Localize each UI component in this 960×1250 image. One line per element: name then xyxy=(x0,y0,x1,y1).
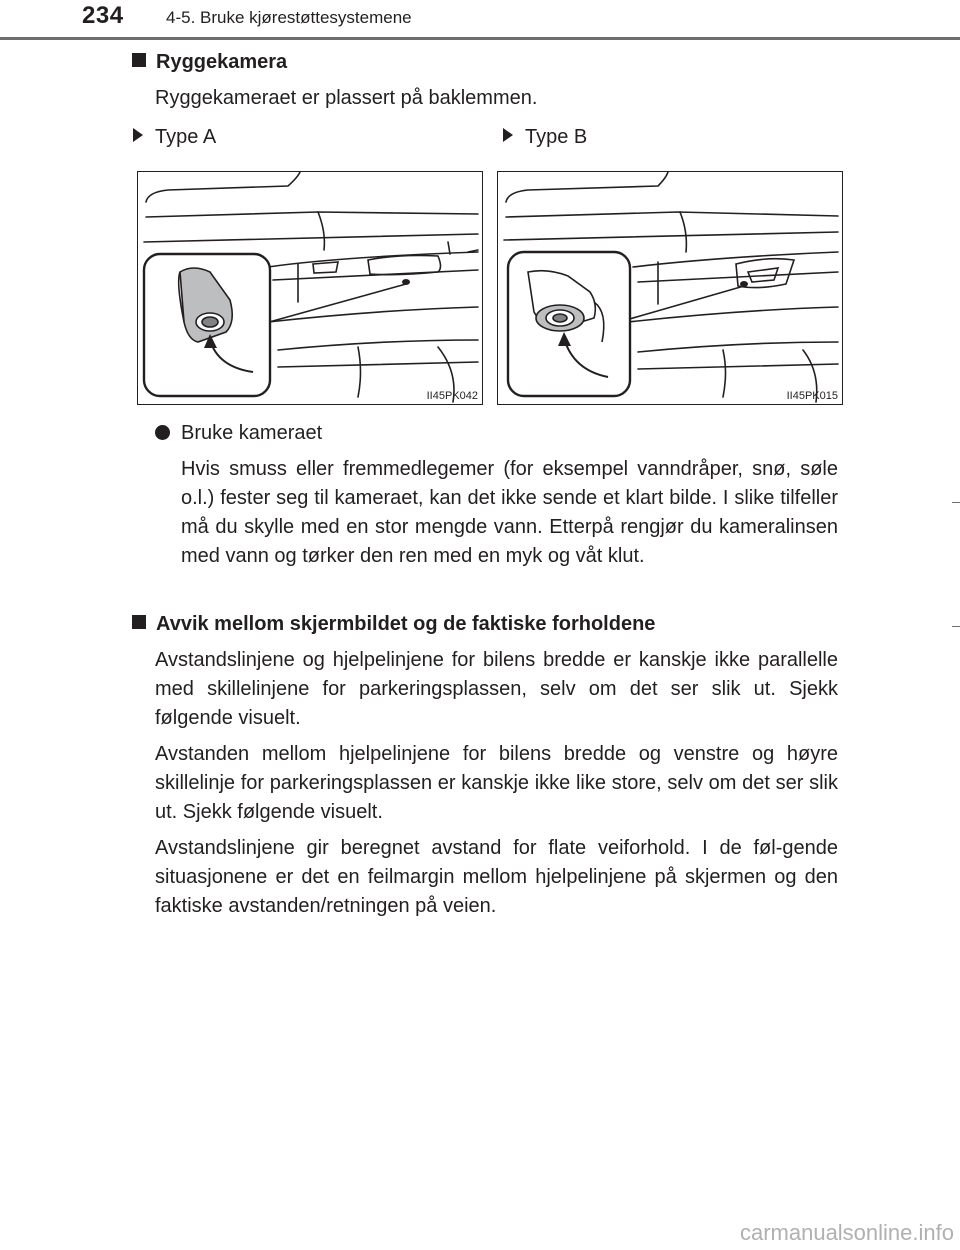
truck-tailgate-camera-illustration xyxy=(138,172,483,405)
section-ryggekamera xyxy=(132,48,838,113)
type-a-label: Type A xyxy=(133,126,216,149)
margin-tick xyxy=(952,626,960,627)
section-avvik xyxy=(132,610,838,921)
section-paragraph: Avstandslinjene og hjelpelinjene for bilens bredde er kanskje ikke parallelle med skillelinjene for parkeringsplassen, selv om det ser slik ut. Sjekk følgende visuelt. xyxy=(155,649,838,729)
figure-type-a xyxy=(137,171,483,405)
margin-tick xyxy=(952,502,960,503)
bullet-bruke-kameraet xyxy=(132,419,838,571)
page-number: 234 xyxy=(82,2,124,29)
section-text: Ryggekameraet er plassert på baklemmen. xyxy=(155,87,538,109)
header-rule xyxy=(0,37,960,40)
section-paragraph: Avstanden mellom hjelpelinjene for bilens bredde og venstre og høyre skillelinje for parkeringsplassen er kanskje ikke like store, selv om det ser slik ut. Sjekk følgende visuelt. xyxy=(155,743,838,823)
round-bullet-icon xyxy=(155,425,170,440)
figure-code: II45PK015 xyxy=(786,390,838,402)
figure-code: II45PK042 xyxy=(426,390,478,402)
page-header xyxy=(0,0,960,40)
section-paragraph: Avstandslinjene gir beregnet avstand for flate veiforhold. I de føl-gende situasjonene er det en feilmargin mellom hjelpelinjene på skjermen og den faktiske avstanden/retningen på veien. xyxy=(155,837,838,917)
truck-tailgate-camera-illustration xyxy=(498,172,843,405)
triangle-bullet-icon xyxy=(503,128,513,142)
section-heading: Ryggekamera xyxy=(132,48,838,77)
watermark: carmanualsonline.info xyxy=(739,1220,954,1245)
triangle-bullet-icon xyxy=(133,128,143,142)
bullet-heading: Bruke kameraet xyxy=(132,419,838,448)
square-bullet-icon xyxy=(132,615,146,629)
bullet-text: Hvis smuss eller fremmedlegemer (for eksempel vanndråper, snø, søle o.l.) fester seg til kameraet, kan det ikke sende et klart bilde. I slike tilfeller må du skylle med en stor mengde vann. Etterpå rengjør du kameralinsen med vann og tørker den ren med en myk og våt klut. xyxy=(181,458,838,567)
type-b-label: Type B xyxy=(503,126,587,149)
section-heading: Avvik mellom skjermbildet og de faktiske forholdene xyxy=(132,610,838,639)
section-title: 4-5. Bruke kjørestøttesystemene xyxy=(166,8,412,27)
square-bullet-icon xyxy=(132,53,146,67)
figure-type-b xyxy=(497,171,843,405)
